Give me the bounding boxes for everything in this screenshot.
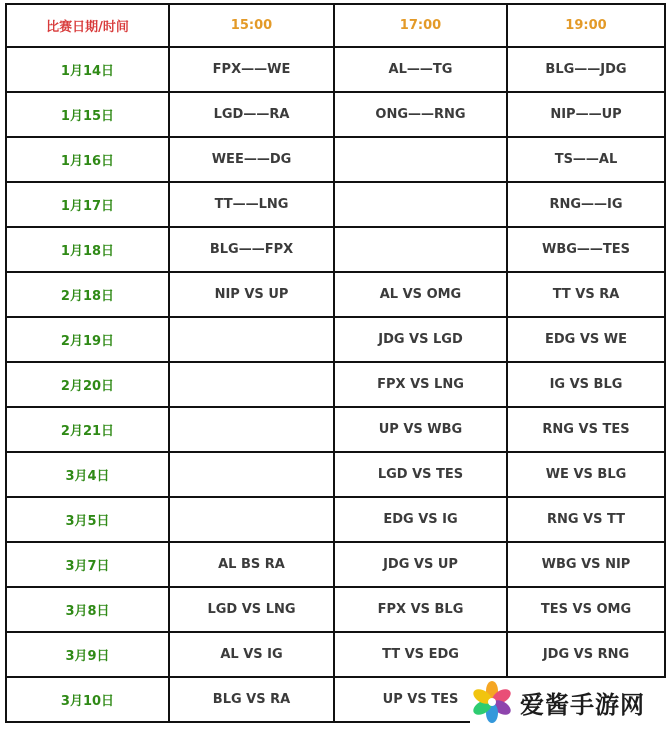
match-cell-1500: FPX——WE: [169, 47, 334, 92]
date-cell: 3月7日: [6, 542, 169, 587]
date-cell: 2月21日: [6, 407, 169, 452]
match-cell-1700: [334, 227, 507, 272]
date-cell: 3月5日: [6, 497, 169, 542]
date-cell: 1月16日: [6, 137, 169, 182]
match-cell-1900: WBG——TES: [507, 227, 665, 272]
match-cell-1900: TT VS RA: [507, 272, 665, 317]
date-cell: 1月15日: [6, 92, 169, 137]
match-cell-1700: AL——TG: [334, 47, 507, 92]
match-cell-1700: [334, 182, 507, 227]
match-cell-1900: RNG VS TT: [507, 497, 665, 542]
watermark-logo: [470, 678, 670, 726]
match-cell-1900: IG VS BLG: [507, 362, 665, 407]
match-cell-1500: TT——LNG: [169, 182, 334, 227]
date-cell: 1月17日: [6, 182, 169, 227]
match-cell-1500: [169, 452, 334, 497]
match-cell-1900: NIP——UP: [507, 92, 665, 137]
match-cell-1500: LGD——RA: [169, 92, 334, 137]
watermark-text: 爱酱手游网: [520, 690, 645, 719]
table-row: [6, 362, 665, 407]
match-cell-1700: AL VS OMG: [334, 272, 507, 317]
match-cell-1700: FPX VS BLG: [334, 587, 507, 632]
table-row: [6, 407, 665, 452]
match-cell-1500: BLG VS RA: [169, 677, 334, 722]
date-cell: 3月9日: [6, 632, 169, 677]
schedule-body: [6, 47, 665, 722]
date-cell: 3月10日: [6, 677, 169, 722]
match-cell-1900: EDG VS WE: [507, 317, 665, 362]
match-cell-1900: WBG VS NIP: [507, 542, 665, 587]
date-cell: 2月19日: [6, 317, 169, 362]
match-cell-1700: LGD VS TES: [334, 452, 507, 497]
date-cell: 1月14日: [6, 47, 169, 92]
table-row: [6, 587, 665, 632]
table-row: [6, 272, 665, 317]
match-cell-1900: TS——AL: [507, 137, 665, 182]
table-row: [6, 47, 665, 92]
match-cell-1700: EDG VS IG: [334, 497, 507, 542]
date-time-header: 比赛日期/时间: [6, 4, 169, 47]
match-cell-1700: JDG VS LGD: [334, 317, 507, 362]
date-cell: 2月20日: [6, 362, 169, 407]
time-header-1700: 17:00: [334, 4, 507, 47]
match-cell-1500: [169, 317, 334, 362]
match-cell-1700: UP VS TES: [334, 677, 507, 722]
table-row: [6, 227, 665, 272]
table-row: [6, 632, 665, 677]
time-header-1900: 19:00: [507, 4, 665, 47]
date-cell: 2月18日: [6, 272, 169, 317]
table-row: [6, 317, 665, 362]
match-cell-1700: ONG——RNG: [334, 92, 507, 137]
table-row: [6, 497, 665, 542]
date-cell: 1月18日: [6, 227, 169, 272]
match-cell-1900: TES VS OMG: [507, 587, 665, 632]
match-cell-1500: BLG——FPX: [169, 227, 334, 272]
match-cell-1500: AL VS IG: [169, 632, 334, 677]
match-cell-1500: [169, 407, 334, 452]
match-cell-1900: WE VS BLG: [507, 452, 665, 497]
match-cell-1500: WEE——DG: [169, 137, 334, 182]
date-cell: 3月8日: [6, 587, 169, 632]
match-cell-1900: RNG VS TES: [507, 407, 665, 452]
match-cell-1700: JDG VS UP: [334, 542, 507, 587]
match-cell-1500: [169, 362, 334, 407]
match-cell-1700: TT VS EDG: [334, 632, 507, 677]
header-row: [6, 4, 665, 47]
table-row: [6, 92, 665, 137]
match-cell-1500: AL BS RA: [169, 542, 334, 587]
match-cell-1500: NIP VS UP: [169, 272, 334, 317]
match-cell-1500: [169, 497, 334, 542]
match-cell-1700: UP VS WBG: [334, 407, 507, 452]
match-schedule-table: [5, 3, 666, 723]
match-cell-1700: [334, 137, 507, 182]
table-row: [6, 452, 665, 497]
table-row: [6, 182, 665, 227]
match-cell-1700: FPX VS LNG: [334, 362, 507, 407]
match-cell-1500: LGD VS LNG: [169, 587, 334, 632]
table-row: [6, 137, 665, 182]
pinwheel-logo-icon: [470, 680, 514, 724]
match-cell-1900: JDG VS RNG: [507, 632, 665, 677]
time-header-1500: 15:00: [169, 4, 334, 47]
table-row: [6, 542, 665, 587]
date-cell: 3月4日: [6, 452, 169, 497]
match-cell-1900: RNG——IG: [507, 182, 665, 227]
match-cell-1900: BLG——JDG: [507, 47, 665, 92]
